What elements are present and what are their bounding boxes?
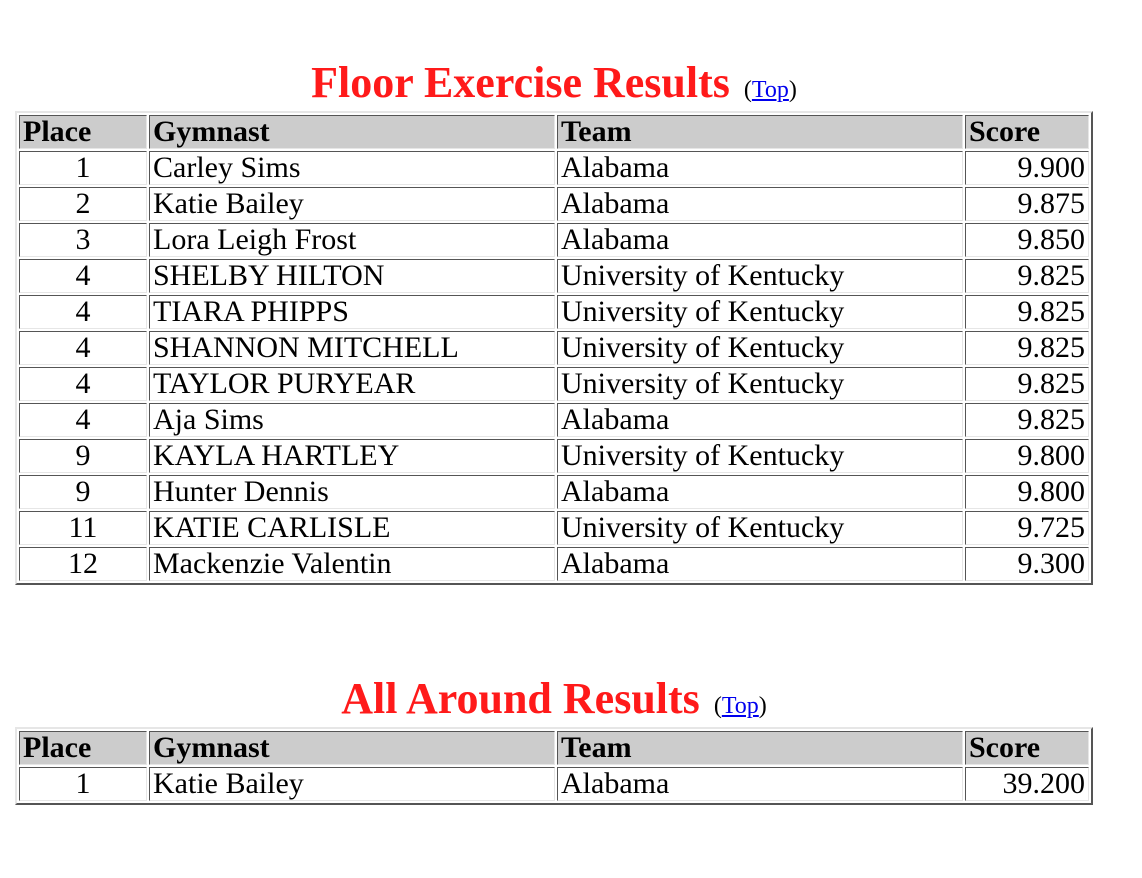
floor-exercise-section [15, 55, 1093, 585]
floor-heading [15, 55, 1093, 111]
place-cell: 4 [19, 331, 147, 365]
header-team: Team [557, 115, 963, 149]
table-row [19, 547, 1089, 581]
header-team: Team [557, 731, 963, 765]
gymnast-cell: TAYLOR PURYEAR [149, 367, 555, 401]
score-cell: 9.825 [965, 367, 1089, 401]
all-around-heading [15, 671, 1093, 727]
score-cell: 39.200 [965, 767, 1089, 801]
gymnast-cell: Carley Sims [149, 151, 555, 185]
gymnast-cell: Lora Leigh Frost [149, 223, 555, 257]
header-gymnast: Gymnast [149, 731, 555, 765]
floor-results-body [19, 151, 1089, 581]
table-row [19, 403, 1089, 437]
place-cell: 4 [19, 403, 147, 437]
table-row [19, 223, 1089, 257]
gymnast-cell: Katie Bailey [149, 767, 555, 801]
team-cell: University of Kentucky [557, 367, 963, 401]
score-cell: 9.300 [965, 547, 1089, 581]
gymnast-cell: KAYLA HARTLEY [149, 439, 555, 473]
table-row [19, 295, 1089, 329]
score-cell: 9.825 [965, 259, 1089, 293]
all-around-title: All Around Results [341, 674, 700, 723]
place-cell: 9 [19, 439, 147, 473]
score-cell: 9.825 [965, 295, 1089, 329]
place-cell: 3 [19, 223, 147, 257]
header-place: Place [19, 731, 147, 765]
table-row [19, 367, 1089, 401]
close-paren: ) [758, 693, 767, 719]
place-cell: 1 [19, 767, 147, 801]
all-around-top-link-wrapper [714, 693, 767, 719]
all-around-results-body [19, 767, 1089, 801]
team-cell: University of Kentucky [557, 331, 963, 365]
gymnast-cell: Aja Sims [149, 403, 555, 437]
table-row [19, 439, 1089, 473]
gymnast-cell: TIARA PHIPPS [149, 295, 555, 329]
gymnast-cell: Katie Bailey [149, 187, 555, 221]
team-cell: Alabama [557, 767, 963, 801]
open-paren: ( [743, 77, 752, 103]
team-cell: Alabama [557, 403, 963, 437]
table-row [19, 187, 1089, 221]
team-cell: Alabama [557, 223, 963, 257]
table-row [19, 259, 1089, 293]
close-paren: ) [788, 77, 797, 103]
table-row [19, 475, 1089, 509]
score-cell: 9.850 [965, 223, 1089, 257]
gymnast-cell: KATIE CARLISLE [149, 511, 555, 545]
all-around-results-table [15, 727, 1093, 805]
gymnast-cell: Hunter Dennis [149, 475, 555, 509]
team-cell: Alabama [557, 187, 963, 221]
gymnast-cell: SHANNON MITCHELL [149, 331, 555, 365]
team-cell: University of Kentucky [557, 511, 963, 545]
place-cell: 1 [19, 151, 147, 185]
table-row [19, 511, 1089, 545]
team-cell: University of Kentucky [557, 259, 963, 293]
all-around-section [15, 671, 1093, 805]
team-cell: Alabama [557, 475, 963, 509]
place-cell: 12 [19, 547, 147, 581]
header-score: Score [965, 115, 1089, 149]
table-row [19, 331, 1089, 365]
all-around-top-link[interactable]: Top [721, 693, 759, 719]
table-header-row [19, 731, 1089, 765]
team-cell: University of Kentucky [557, 295, 963, 329]
table-header-row [19, 115, 1089, 149]
floor-title: Floor Exercise Results [311, 58, 730, 107]
place-cell: 4 [19, 367, 147, 401]
place-cell: 9 [19, 475, 147, 509]
team-cell: Alabama [557, 547, 963, 581]
score-cell: 9.875 [965, 187, 1089, 221]
table-row [19, 151, 1089, 185]
score-cell: 9.900 [965, 151, 1089, 185]
score-cell: 9.825 [965, 403, 1089, 437]
team-cell: University of Kentucky [557, 439, 963, 473]
header-gymnast: Gymnast [149, 115, 555, 149]
team-cell: Alabama [557, 151, 963, 185]
score-cell: 9.725 [965, 511, 1089, 545]
score-cell: 9.825 [965, 331, 1089, 365]
gymnast-cell: Mackenzie Valentin [149, 547, 555, 581]
header-score: Score [965, 731, 1089, 765]
place-cell: 2 [19, 187, 147, 221]
score-cell: 9.800 [965, 475, 1089, 509]
open-paren: ( [713, 693, 722, 719]
place-cell: 11 [19, 511, 147, 545]
table-row [19, 767, 1089, 801]
floor-top-link[interactable]: Top [751, 77, 789, 103]
place-cell: 4 [19, 259, 147, 293]
floor-top-link-wrapper [744, 77, 797, 103]
gymnast-cell: SHELBY HILTON [149, 259, 555, 293]
header-place: Place [19, 115, 147, 149]
score-cell: 9.800 [965, 439, 1089, 473]
floor-results-table [15, 111, 1093, 585]
place-cell: 4 [19, 295, 147, 329]
